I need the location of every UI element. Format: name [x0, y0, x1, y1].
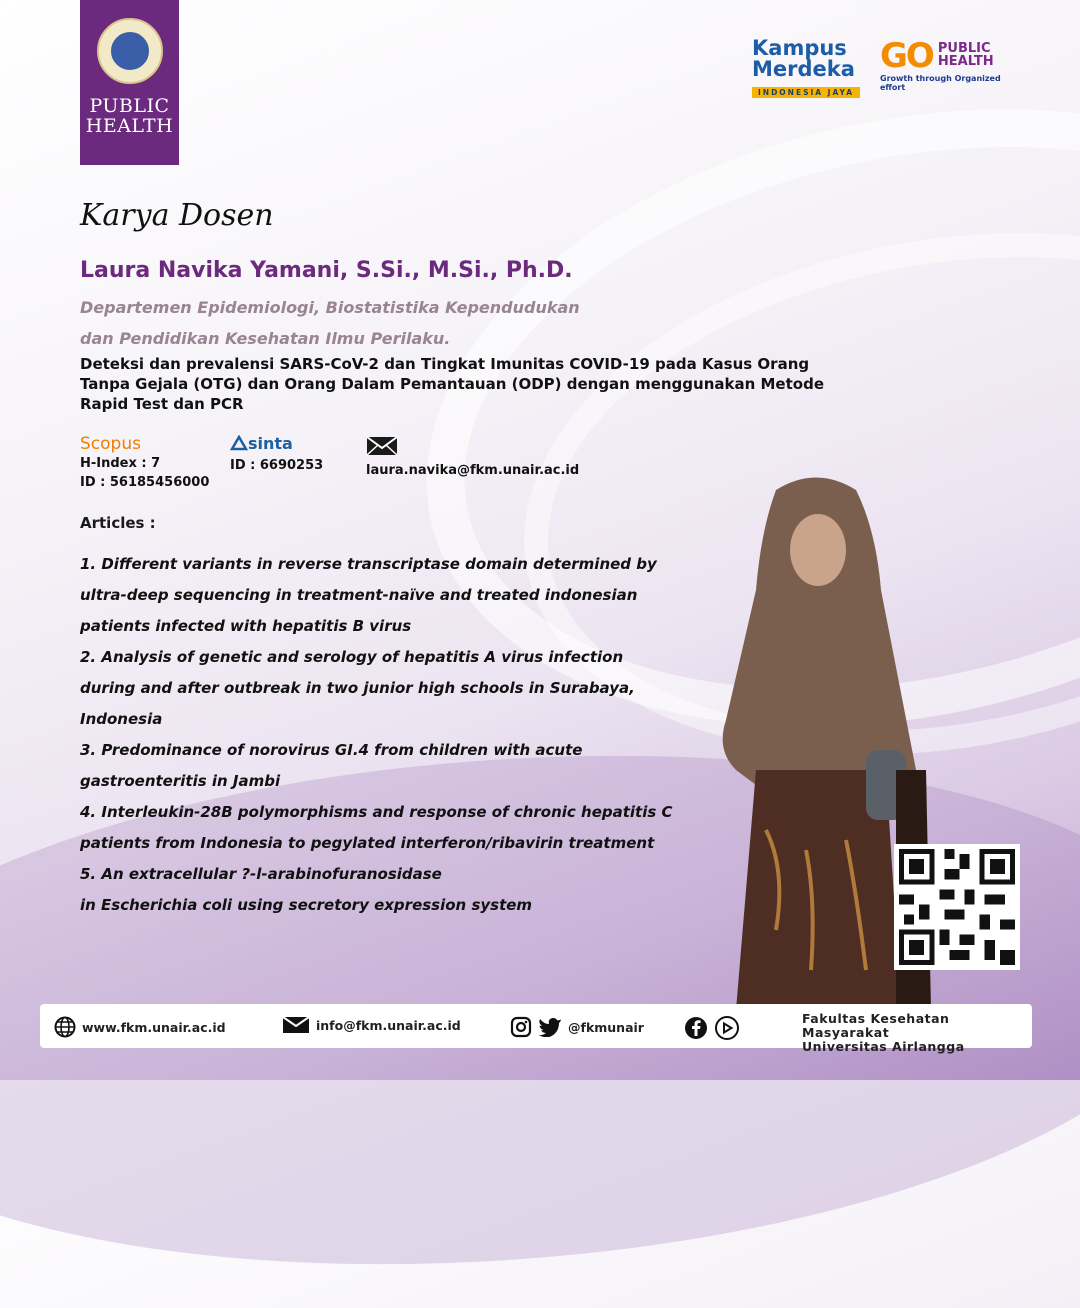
mail-icon — [282, 1016, 310, 1034]
faculty-name: Fakultas Kesehatan Masyarakat Universitas Airlangga — [802, 1011, 965, 1054]
qr-code — [894, 844, 1020, 970]
sinta-logo: sinta — [230, 434, 323, 453]
article-line: 3. Predominance of norovirus GI.4 from children with acute — [80, 741, 583, 759]
lecturer-name: Laura Navika Yamani, S.Si., M.Si., Ph.D. — [80, 258, 573, 283]
footer-bar — [40, 1004, 1032, 1054]
footer-email[interactable]: info@fkm.unair.ac.id — [282, 1016, 461, 1034]
article-line: gastroenteritis in Jambi — [80, 772, 281, 790]
department: Departemen Epidemiologi, Biostatistika Kependudukan dan Pendidikan Kesehatan Ilmu Perilaku. — [80, 298, 580, 348]
article-line: patients infected with hepatitis B virus — [80, 617, 412, 635]
footer-video[interactable] — [684, 1016, 746, 1040]
kampus-merdeka-logo: Kampus Merdeka INDONESIA JAYA — [752, 38, 870, 100]
articles-heading: Articles : — [80, 514, 156, 532]
research-title: Deteksi dan prevalensi SARS-CoV-2 dan Tingkat Imunitas COVID-19 pada Kasus Orang Tanpa Gejala (OTG) dan Orang Dalam Pemantauan (ODP) dengan menggunakan Metode Rapid Test dan PCR — [80, 355, 824, 413]
sinta-id: ID : 6690253 — [230, 458, 324, 473]
article-line: Indonesia — [80, 710, 163, 728]
page-heading: Karya Dosen — [80, 198, 274, 233]
articles-list — [80, 549, 700, 921]
scopus-info — [80, 434, 209, 492]
article-line: ultra-deep sequencing in treatment-naïve and treated indonesian — [80, 586, 638, 604]
scopus-logo: Scopus — [80, 434, 141, 454]
sinta-info — [230, 434, 323, 475]
article-line: 2. Analysis of genetic and serology of hepatitis A virus infection — [80, 648, 624, 666]
instagram-icon — [510, 1016, 532, 1038]
go-public-health-logo: GO PUBLIC HEALTH Growth through Organized effort — [880, 36, 1001, 92]
article-line: during and after outbreak in two junior high schools in Surabaya, — [80, 679, 635, 697]
logo-text: PUBLIC HEALTH — [85, 95, 174, 137]
article-line: patients from Indonesia to pegylated interferon/ribavirin treatment — [80, 834, 655, 852]
article-line: 5. An extracellular ?-l-arabinofuranosidase — [80, 865, 442, 883]
h-index: H-Index : 7 — [80, 456, 161, 471]
gph-text: PUBLIC HEALTH — [937, 41, 994, 69]
unair-seal-icon — [97, 18, 163, 84]
facebook-icon — [684, 1016, 708, 1040]
public-health-logo — [80, 0, 179, 165]
scopus-id: ID : 56185456000 — [80, 475, 210, 490]
lecturer-email: laura.navika@fkm.unair.ac.id — [366, 436, 579, 480]
gph-go: GO — [880, 36, 933, 76]
article-line: 1. Different variants in reverse transcriptase domain determined by — [80, 555, 657, 573]
article-line: in Escherichia coli using secretory expression system — [80, 896, 533, 914]
footer-social[interactable]: @fkmunair — [510, 1016, 644, 1038]
envelope-icon — [366, 436, 398, 456]
footer-website[interactable]: www.fkm.unair.ac.id — [54, 1016, 226, 1038]
article-line: 4. Interleukin-28B polymorphisms and response of chronic hepatitis C — [80, 803, 673, 821]
youtube-icon — [714, 1016, 740, 1040]
globe-icon — [54, 1016, 76, 1038]
twitter-icon — [538, 1017, 562, 1037]
